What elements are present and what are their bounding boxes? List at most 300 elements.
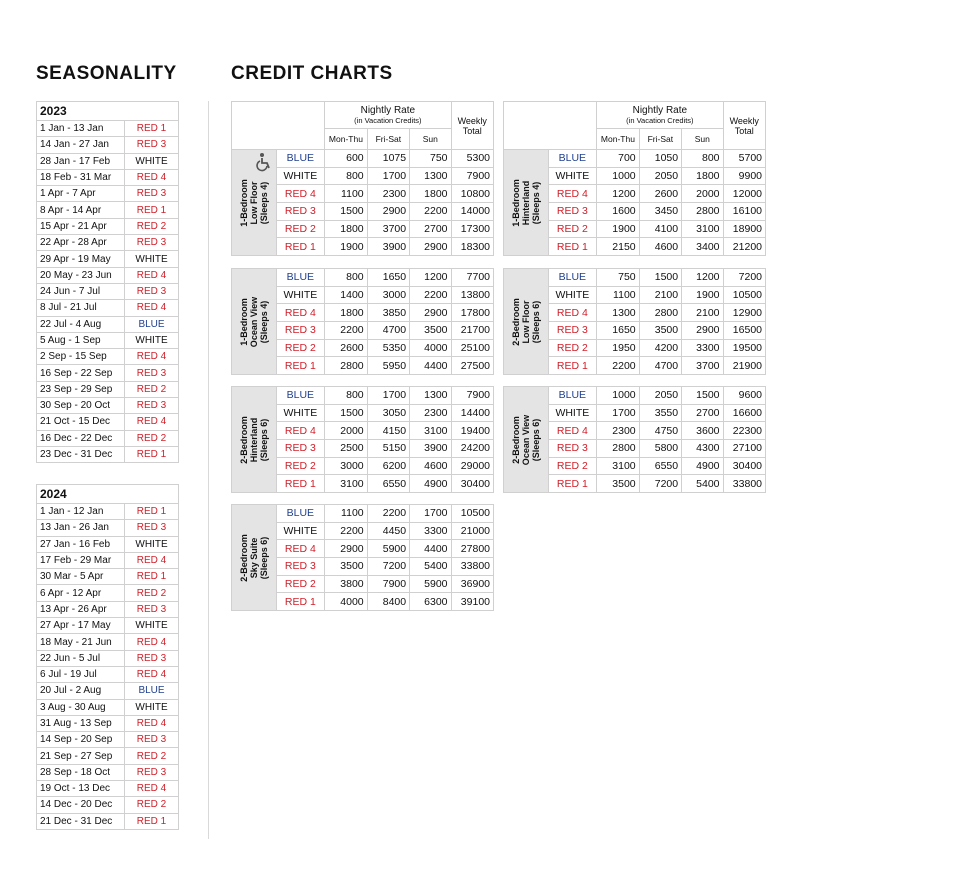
nightly-credit-value: 2200: [325, 522, 367, 540]
weekly-total-value: 7900: [451, 387, 493, 405]
season-row: [37, 235, 179, 251]
season-code: BLUE: [548, 269, 597, 287]
date-range: 28 Jan - 17 Feb: [37, 153, 125, 169]
season-row: [37, 683, 179, 699]
weekly-total-value: 7200: [723, 269, 765, 287]
credit-chart-table: [503, 268, 766, 375]
date-range: 24 Jun - 7 Jul: [37, 283, 125, 299]
date-range: 20 May - 23 Jun: [37, 267, 125, 283]
column-divider: [208, 101, 209, 839]
date-range: 6 Jul - 19 Jul: [37, 666, 125, 682]
season-code: BLUE: [125, 316, 179, 332]
seasonality-heading: SEASONALITY: [36, 63, 177, 84]
season-row: [37, 121, 179, 137]
credit-chart-table: [231, 268, 494, 375]
nightly-credit-value: 4000: [325, 593, 367, 611]
season-row: [37, 414, 179, 430]
nightly-credit-value: 6300: [410, 593, 451, 611]
nightly-credit-value: 4450: [367, 522, 409, 540]
weekly-total-value: 27500: [451, 357, 493, 375]
date-range: 31 Aug - 13 Sep: [37, 715, 125, 731]
nightly-rate-subtitle: (in Vacation Credits): [626, 116, 694, 125]
nightly-credit-value: 2800: [597, 440, 639, 458]
nightly-credit-value: 1800: [325, 304, 367, 322]
season-code: RED 4: [125, 414, 179, 430]
season-row: [37, 446, 179, 462]
year-label: 2023: [37, 102, 179, 121]
season-code: RED 1: [276, 357, 325, 375]
season-code: RED 1: [548, 475, 597, 493]
season-code: RED 4: [125, 169, 179, 185]
nightly-credit-value: 2600: [639, 185, 681, 203]
date-range: 1 Jan - 13 Jan: [37, 121, 125, 137]
unit-type-label: [504, 269, 549, 375]
nightly-credit-value: 1200: [597, 185, 639, 203]
season-code: WHITE: [276, 286, 325, 304]
date-range: 27 Jan - 16 Feb: [37, 536, 125, 552]
unit-type-text: 1-Bedroom Hinterland (Sleeps 4): [510, 178, 541, 227]
nightly-credit-value: 3850: [367, 304, 409, 322]
date-range: 21 Sep - 27 Sep: [37, 748, 125, 764]
nightly-credit-value: 1650: [367, 269, 409, 287]
season-code: WHITE: [125, 153, 179, 169]
nightly-credit-value: 2300: [410, 404, 451, 422]
nightly-credit-value: 1000: [597, 167, 639, 185]
nightly-credit-value: 2200: [410, 203, 451, 221]
season-code: RED 3: [125, 732, 179, 748]
season-code: BLUE: [276, 269, 325, 287]
unit-type-label: [232, 387, 277, 493]
season-row: [37, 601, 179, 617]
unit-type-text: 2-Bedroom Sky Suite (Sleeps 6): [238, 533, 269, 582]
nightly-credit-value: 1900: [682, 286, 723, 304]
nightly-credit-value: 4600: [410, 457, 451, 475]
nightly-credit-value: 3600: [682, 422, 723, 440]
season-row: [37, 349, 179, 365]
weekly-total-value: 22300: [723, 422, 765, 440]
date-range: 14 Dec - 20 Dec: [37, 797, 125, 813]
nightly-credit-value: 3500: [597, 475, 639, 493]
credit-chart-table: [231, 386, 494, 493]
season-code: RED 1: [276, 593, 325, 611]
weekly-total-value: 24200: [451, 440, 493, 458]
weekly-total-value: 33800: [451, 558, 493, 576]
date-range: 20 Jul - 2 Aug: [37, 683, 125, 699]
season-code: WHITE: [125, 251, 179, 267]
season-row: [37, 666, 179, 682]
unit-type-label: [504, 150, 549, 256]
nightly-credit-value: 3900: [367, 238, 409, 256]
nightly-credit-value: 5900: [367, 540, 409, 558]
nightly-credit-value: 2600: [325, 339, 367, 357]
date-range: 23 Dec - 31 Dec: [37, 446, 125, 462]
nightly-credit-value: 2050: [639, 167, 681, 185]
nightly-credit-value: 2000: [682, 185, 723, 203]
nightly-credit-value: 1900: [325, 238, 367, 256]
season-code: RED 2: [125, 748, 179, 764]
season-code: RED 1: [125, 813, 179, 829]
date-range: 16 Dec - 22 Dec: [37, 430, 125, 446]
nightly-credit-value: 800: [325, 167, 367, 185]
season-code: WHITE: [548, 404, 597, 422]
season-code: RED 3: [125, 235, 179, 251]
nightly-credit-value: 7900: [367, 575, 409, 593]
nightly-rate-header: [597, 102, 723, 129]
season-code: RED 3: [548, 322, 597, 340]
season-row: [37, 813, 179, 829]
nightly-credit-value: 3800: [325, 575, 367, 593]
weekly-total-value: 10500: [723, 286, 765, 304]
weekly-total-value: 16100: [723, 203, 765, 221]
season-code: RED 1: [548, 238, 597, 256]
nightly-credit-value: 1650: [597, 322, 639, 340]
nightly-credit-value: 2900: [410, 238, 451, 256]
season-code: BLUE: [548, 150, 597, 168]
nightly-credit-value: 1700: [410, 505, 451, 523]
nightly-credit-value: 1950: [597, 339, 639, 357]
nightly-credit-value: 2800: [325, 357, 367, 375]
weekly-total-value: 33800: [723, 475, 765, 493]
nightly-credit-value: 2000: [325, 422, 367, 440]
season-code: RED 2: [125, 381, 179, 397]
date-range: 21 Dec - 31 Dec: [37, 813, 125, 829]
date-range: 18 Feb - 31 Mar: [37, 169, 125, 185]
nightly-credit-value: 5400: [682, 475, 723, 493]
nightly-credit-value: 1700: [367, 387, 409, 405]
nightly-credit-value: 3300: [682, 339, 723, 357]
date-range: 19 Oct - 13 Dec: [37, 781, 125, 797]
weekly-total-value: 30400: [451, 475, 493, 493]
nightly-credit-value: 1200: [682, 269, 723, 287]
nightly-credit-value: 2800: [682, 203, 723, 221]
day-column-header: Fri-Sat: [639, 129, 681, 150]
day-column-header: Mon-Thu: [597, 129, 639, 150]
season-code: BLUE: [125, 683, 179, 699]
date-range: 8 Jul - 21 Jul: [37, 300, 125, 316]
unit-type-label: [232, 150, 277, 256]
season-code: RED 2: [276, 339, 325, 357]
season-code: RED 4: [276, 304, 325, 322]
weekly-total-value: 17300: [451, 220, 493, 238]
date-range: 30 Mar - 5 Apr: [37, 569, 125, 585]
season-row: [37, 569, 179, 585]
weekly-total-value: 27800: [451, 540, 493, 558]
season-code: RED 2: [125, 797, 179, 813]
nightly-credit-value: 2900: [410, 304, 451, 322]
nightly-credit-value: 1000: [597, 387, 639, 405]
date-range: 17 Feb - 29 Mar: [37, 552, 125, 568]
nightly-credit-value: 4150: [367, 422, 409, 440]
season-code: RED 3: [125, 764, 179, 780]
season-code: RED 1: [125, 202, 179, 218]
season-code: RED 2: [125, 585, 179, 601]
season-code: RED 3: [548, 440, 597, 458]
season-row: [37, 381, 179, 397]
nightly-credit-value: 1700: [597, 404, 639, 422]
date-range: 30 Sep - 20 Oct: [37, 398, 125, 414]
nightly-credit-value: 1075: [367, 150, 409, 168]
season-row: [37, 153, 179, 169]
nightly-credit-value: 2050: [639, 387, 681, 405]
season-code: RED 3: [125, 520, 179, 536]
seasonality-table-2024: [36, 484, 179, 830]
credit-row: [232, 387, 494, 405]
season-code: RED 3: [125, 137, 179, 153]
nightly-credit-value: 1300: [410, 167, 451, 185]
nightly-credit-value: 6550: [639, 457, 681, 475]
season-code: RED 4: [276, 422, 325, 440]
nightly-credit-value: 1800: [682, 167, 723, 185]
date-range: 21 Oct - 15 Dec: [37, 414, 125, 430]
nightly-credit-value: 4100: [639, 220, 681, 238]
nightly-credit-value: 1300: [410, 387, 451, 405]
nightly-credit-value: 1900: [597, 220, 639, 238]
nightly-credit-value: 5950: [367, 357, 409, 375]
season-code: RED 4: [125, 300, 179, 316]
date-range: 6 Apr - 12 Apr: [37, 585, 125, 601]
season-code: WHITE: [276, 404, 325, 422]
credit-chart-table: [503, 101, 766, 256]
season-code: RED 3: [125, 398, 179, 414]
credit-row: [504, 387, 766, 405]
weekly-total-value: 19400: [451, 422, 493, 440]
date-range: 28 Sep - 18 Oct: [37, 764, 125, 780]
season-code: RED 2: [276, 220, 325, 238]
season-code: RED 3: [125, 650, 179, 666]
season-code: RED 4: [548, 304, 597, 322]
season-code: WHITE: [125, 618, 179, 634]
season-code: WHITE: [276, 522, 325, 540]
season-code: RED 4: [276, 540, 325, 558]
nightly-rate-title: Nightly Rate: [632, 105, 688, 116]
nightly-credit-value: 1300: [597, 304, 639, 322]
season-code: RED 3: [125, 186, 179, 202]
credit-charts-heading: CREDIT CHARTS: [231, 63, 393, 84]
nightly-credit-value: 2300: [367, 185, 409, 203]
nightly-credit-value: 8400: [367, 593, 409, 611]
season-code: RED 1: [125, 121, 179, 137]
weekly-total-value: 7700: [451, 269, 493, 287]
weekly-total-value: 5700: [723, 150, 765, 168]
nightly-credit-value: 3450: [639, 203, 681, 221]
nightly-credit-value: 4700: [367, 322, 409, 340]
season-row: [37, 618, 179, 634]
nightly-credit-value: 2900: [325, 540, 367, 558]
season-row: [37, 504, 179, 520]
season-row: [37, 536, 179, 552]
nightly-credit-value: 4900: [410, 475, 451, 493]
season-code: RED 4: [125, 349, 179, 365]
season-row: [37, 283, 179, 299]
day-column-header: Fri-Sat: [367, 129, 409, 150]
unit-type-text: 2-Bedroom Ocean View (Sleeps 6): [510, 414, 541, 465]
date-range: 27 Apr - 17 May: [37, 618, 125, 634]
date-range: 15 Apr - 21 Apr: [37, 218, 125, 234]
nightly-credit-value: 1500: [639, 269, 681, 287]
season-code: RED 3: [125, 365, 179, 381]
year-label: 2024: [37, 485, 179, 504]
weekly-total-value: 18900: [723, 220, 765, 238]
nightly-credit-value: 3100: [410, 422, 451, 440]
season-code: RED 4: [125, 267, 179, 283]
season-code: RED 4: [125, 715, 179, 731]
weekly-total-value: 10500: [451, 505, 493, 523]
season-row: [37, 169, 179, 185]
season-row: [37, 520, 179, 536]
nightly-credit-value: 4750: [639, 422, 681, 440]
weekly-total-value: 21200: [723, 238, 765, 256]
season-code: BLUE: [548, 387, 597, 405]
nightly-credit-value: 1100: [597, 286, 639, 304]
nightly-credit-value: 1500: [325, 203, 367, 221]
season-code: RED 3: [548, 203, 597, 221]
nightly-credit-value: 800: [325, 269, 367, 287]
weekly-total-value: 12000: [723, 185, 765, 203]
weekly-total-header: Weekly Total: [723, 102, 765, 150]
nightly-credit-value: 2150: [597, 238, 639, 256]
season-row: [37, 137, 179, 153]
nightly-credit-value: 3900: [410, 440, 451, 458]
weekly-total-value: 36900: [451, 575, 493, 593]
nightly-credit-value: 2200: [325, 322, 367, 340]
season-row: [37, 699, 179, 715]
season-code: RED 3: [125, 283, 179, 299]
weekly-total-value: 25100: [451, 339, 493, 357]
nightly-credit-value: 1050: [639, 150, 681, 168]
season-code: RED 4: [125, 666, 179, 682]
nightly-rate-title: Nightly Rate: [360, 105, 416, 116]
weekly-total-value: 14400: [451, 404, 493, 422]
season-code: RED 2: [125, 218, 179, 234]
day-column-header: Sun: [410, 129, 451, 150]
nightly-credit-value: 2200: [597, 357, 639, 375]
season-code: RED 1: [548, 357, 597, 375]
season-code: WHITE: [276, 167, 325, 185]
date-range: 2 Sep - 15 Sep: [37, 349, 125, 365]
season-code: RED 2: [548, 220, 597, 238]
nightly-credit-value: 5350: [367, 339, 409, 357]
season-row: [37, 797, 179, 813]
nightly-credit-value: 7200: [639, 475, 681, 493]
season-code: BLUE: [276, 150, 325, 168]
nightly-credit-value: 5800: [639, 440, 681, 458]
weekly-total-value: 30400: [723, 457, 765, 475]
weekly-total-value: 39100: [451, 593, 493, 611]
nightly-credit-value: 2300: [597, 422, 639, 440]
season-code: RED 1: [125, 504, 179, 520]
unit-type-text: 2-Bedroom Low Floor (Sleeps 6): [510, 297, 541, 346]
date-range: 5 Aug - 1 Sep: [37, 332, 125, 348]
nightly-credit-value: 3300: [410, 522, 451, 540]
season-code: RED 3: [276, 440, 325, 458]
season-row: [37, 650, 179, 666]
nightly-credit-value: 1800: [410, 185, 451, 203]
season-code: RED 4: [125, 552, 179, 568]
weekly-total-value: 21900: [723, 357, 765, 375]
nightly-credit-value: 5400: [410, 558, 451, 576]
season-code: RED 4: [548, 185, 597, 203]
seasonality-table-2023: [36, 101, 179, 463]
season-code: RED 3: [276, 203, 325, 221]
season-code: RED 4: [125, 634, 179, 650]
season-code: BLUE: [276, 387, 325, 405]
weekly-total-value: 12900: [723, 304, 765, 322]
season-code: BLUE: [276, 505, 325, 523]
nightly-credit-value: 2700: [682, 404, 723, 422]
season-code: WHITE: [125, 536, 179, 552]
season-row: [37, 715, 179, 731]
nightly-credit-value: 4400: [410, 540, 451, 558]
nightly-rate-header: [325, 102, 451, 129]
season-code: WHITE: [125, 699, 179, 715]
season-row: [37, 186, 179, 202]
date-range: 8 Apr - 14 Apr: [37, 202, 125, 218]
date-range: 18 May - 21 Jun: [37, 634, 125, 650]
season-code: RED 4: [548, 422, 597, 440]
season-code: WHITE: [548, 286, 597, 304]
unit-type-text: 1-Bedroom Low Floor (Sleeps 4): [238, 178, 269, 227]
season-row: [37, 218, 179, 234]
season-code: RED 2: [125, 430, 179, 446]
nightly-credit-value: 3700: [367, 220, 409, 238]
nightly-credit-value: 1600: [597, 203, 639, 221]
nightly-credit-value: 4200: [639, 339, 681, 357]
nightly-credit-value: 3500: [325, 558, 367, 576]
date-range: 22 Jun - 5 Jul: [37, 650, 125, 666]
date-range: 22 Apr - 28 Apr: [37, 235, 125, 251]
credit-chart-table: [503, 386, 766, 493]
weekly-total-value: 9600: [723, 387, 765, 405]
date-range: 13 Jan - 26 Jan: [37, 520, 125, 536]
nightly-credit-value: 3000: [367, 286, 409, 304]
season-code: RED 4: [276, 185, 325, 203]
season-code: RED 3: [125, 601, 179, 617]
nightly-credit-value: 4400: [410, 357, 451, 375]
nightly-credit-value: 2100: [682, 304, 723, 322]
date-range: 14 Sep - 20 Sep: [37, 732, 125, 748]
nightly-credit-value: 750: [410, 150, 451, 168]
nightly-credit-value: 5900: [410, 575, 451, 593]
nightly-credit-value: 4700: [639, 357, 681, 375]
nightly-credit-value: 2500: [325, 440, 367, 458]
weekly-total-value: 19500: [723, 339, 765, 357]
unit-type-label: [232, 505, 277, 611]
season-row: [37, 332, 179, 348]
nightly-rate-subtitle: (in Vacation Credits): [354, 116, 422, 125]
nightly-credit-value: 3500: [639, 322, 681, 340]
date-range: 1 Jan - 12 Jan: [37, 504, 125, 520]
season-code: RED 1: [125, 569, 179, 585]
weekly-total-value: 29000: [451, 457, 493, 475]
nightly-credit-value: 1100: [325, 185, 367, 203]
nightly-credit-value: 3100: [325, 475, 367, 493]
nightly-credit-value: 2100: [639, 286, 681, 304]
nightly-credit-value: 2200: [367, 505, 409, 523]
season-row: [37, 781, 179, 797]
season-code: RED 3: [276, 322, 325, 340]
weekly-total-value: 21000: [451, 522, 493, 540]
nightly-credit-value: 3050: [367, 404, 409, 422]
nightly-credit-value: 3500: [410, 322, 451, 340]
nightly-credit-value: 1200: [410, 269, 451, 287]
credit-row: [232, 150, 494, 168]
date-range: 13 Apr - 26 Apr: [37, 601, 125, 617]
date-range: 29 Apr - 19 May: [37, 251, 125, 267]
unit-type-label: [504, 387, 549, 493]
weekly-total-header: Weekly Total: [451, 102, 493, 150]
nightly-credit-value: 1800: [325, 220, 367, 238]
nightly-credit-value: 1500: [682, 387, 723, 405]
